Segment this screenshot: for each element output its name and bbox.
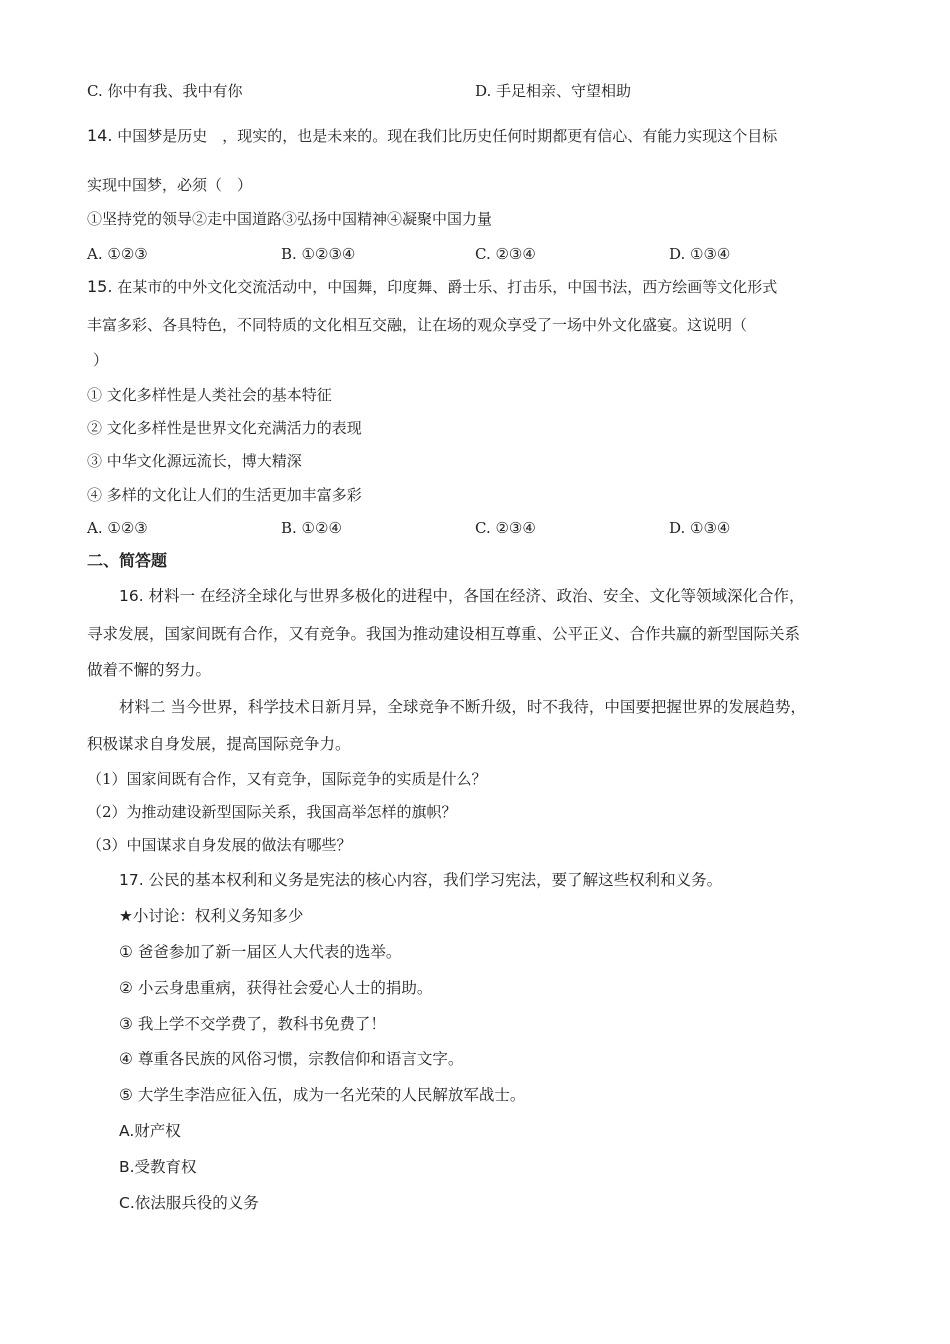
q14-number: 14. [87,126,113,145]
q17-stem: 17. 公民的基本权利和义务是宪法的核心内容，我们学习宪法，要了解这些权利和义务。 [119,871,723,889]
q17-item-3: ③ 我上学不交学费了，教科书免费了！ [119,1015,386,1033]
q16-subquestion-3: （3）中国谋求自身发展的做法有哪些？ [87,836,352,854]
q14-stem-text: 中国梦是历史 ，现实的，也是未来的。现在我们比历史任何时期都更有信心、有能力实现这个目标 [117,127,778,145]
q16-material2-line1: 材料二 当今世界，科学技术日新月异，全球竞争不断升级，时不我待，中国要把握世界的发展趋势， [119,698,806,716]
q14-option-b: B. ①②③④ [281,245,356,263]
q13-option-d: D. 手足相亲、守望相助 [475,82,632,100]
q16-material1-line1: 16. 材料一 在经济全球化与世界多极化的进程中，各国在经济、政治、安全、文化等领域深化合作， [119,587,805,605]
q15-option-c: C. ②③④ [475,519,536,537]
q16-subquestion-2: （2）为推动建设新型国际关系，我国高举怎样的旗帜？ [87,803,457,821]
q14-option-d: D. ①③④ [669,245,731,263]
q17-choice-b: B.受教育权 [119,1158,197,1176]
q17-item-1: ① 爸爸参加了新一届区人大代表的选举。 [119,943,402,961]
q17-item-5: ⑤ 大学生李浩应征入伍，成为一名光荣的人民解放军战士。 [119,1086,526,1104]
q14-statements: ①坚持党的领导②走中国道路③弘扬中国精神④凝聚中国力量 [87,210,493,228]
q17-item-2: ② 小云身患重病，获得社会爱心人士的捐助。 [119,979,433,997]
q15-number: 15. [87,277,113,296]
q15-statement-1: ① 文化多样性是人类社会的基本特征 [87,386,332,404]
q17-choice-a: A.财产权 [119,1122,181,1140]
q16-material1-line3: 做着不懈的努力。 [87,661,212,679]
q14-stem-line1 [87,126,777,146]
q13-option-c: C. 你中有我、我中有你 [87,82,243,100]
q14-option-c: C. ②③④ [475,245,536,263]
q15-stem-line2: 丰富多彩、各具特色，不同特质的文化相互交融，让在场的观众享受了一场中外文化盛宴。这说明（ [87,316,748,334]
q14-option-a: A. ①②③ [87,245,148,263]
q16-subquestion-1: （1）国家间既有合作，又有竞争，国际竞争的实质是什么？ [87,770,487,788]
q14-stem-line2: 实现中国梦，必须（ ） [87,176,253,194]
q17-item-4: ④ 尊重各民族的风俗习惯，宗教信仰和语言文字。 [119,1050,464,1068]
q15-stem-text: 在某市的中外文化交流活动中，中国舞，印度舞、爵士乐、打击乐，中国书法，西方绘画等文化形式 [117,278,778,296]
q15-statement-4: ④ 多样的文化让人们的生活更加丰富多彩 [87,486,362,504]
q15-option-a: A. ①②③ [87,519,148,537]
q15-option-d: D. ①③④ [669,519,731,537]
q15-statement-2: ② 文化多样性是世界文化充满活力的表现 [87,419,362,437]
q16-material2-line2: 积极谋求自身发展，提高国际竞争力。 [87,735,351,753]
q15-stem-line3: ） [93,351,109,369]
q17-discussion-title: ★小讨论：权利义务知多少 [119,907,304,925]
q16-material1-line2: 寻求发展，国家间既有合作，又有竞争。我国为推动建设相互尊重、公平正义、合作共赢的新型国际关系 [87,625,801,643]
q15-stem-line1 [87,277,777,297]
q17-choice-c: C.依法服兵役的义务 [119,1194,259,1212]
section-heading: 二、简答题 [87,551,168,570]
q15-statement-3: ③ 中华文化源远流长，博大精深 [87,452,302,470]
q15-option-b: B. ①②④ [281,519,342,537]
